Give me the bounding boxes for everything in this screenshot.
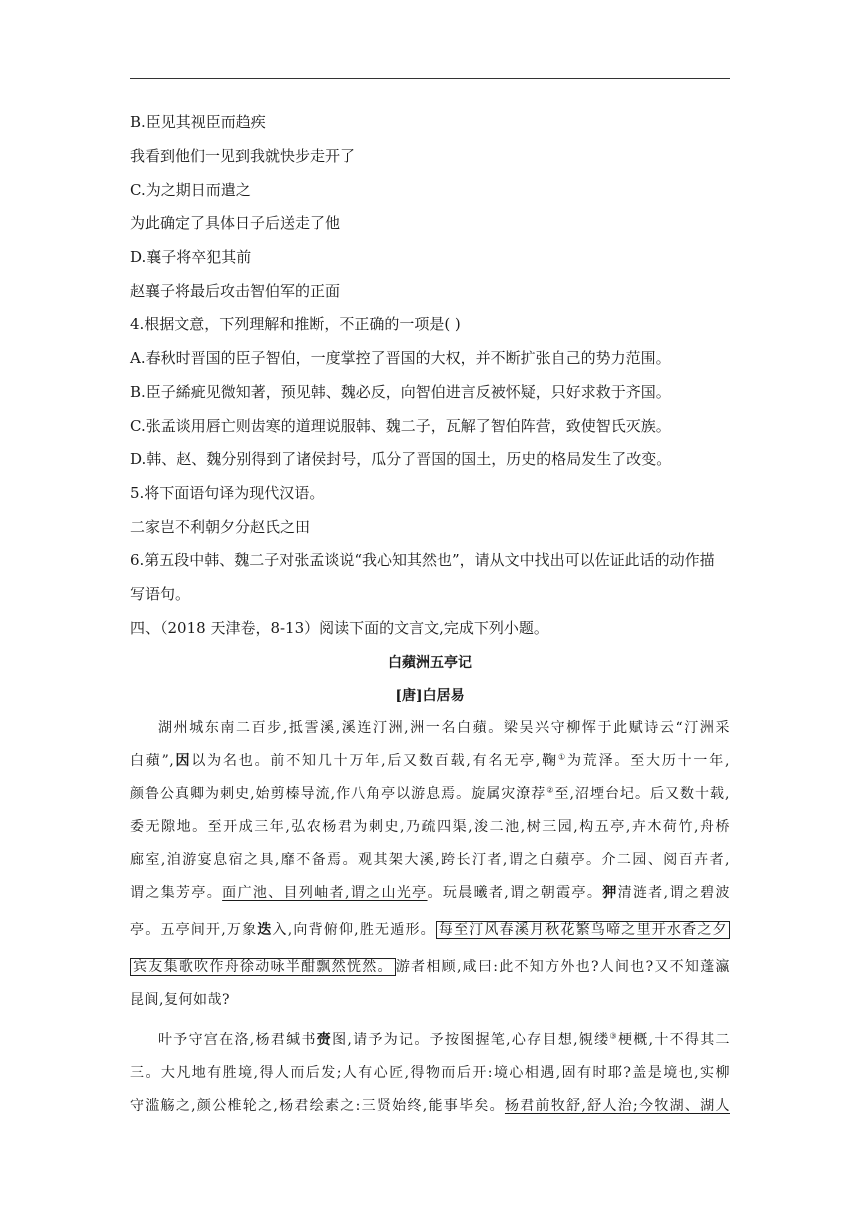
boxed-sentence-part-2: 宾友集歌吹作舟徐动咏半酣飘然恍然。	[130, 958, 396, 976]
essay-p1-line-3: 颜鲁公真卿为刺史,始剪榛导流,作八角亭以游息焉。旋属灾潦荐②至,沼堙台圮。后又数十载,	[130, 785, 731, 802]
essay-p1-line-2: 白蘋”,因以为名也。前不知几十万年,后又数百载,有名无亭,鞠①为荒泽。至大历十一年,	[130, 752, 731, 769]
question-4-option-d: D.韩、赵、魏分别得到了诸侯封号，瓜分了晋国的国土，历史的格局发生了改变。	[130, 450, 672, 468]
essay-p1-line-8: 宾友集歌吹作舟徐动咏半酣飘然恍然。 游者相顾,咸曰:此不知方外也?人间也?又不知蓬瀛	[130, 957, 730, 977]
essay-p2-line-3: 守滥觞之,颜公椎轮之,杨君绘素之:三贤始终,能事毕矣。杨君前牧舒,舒人治;今牧湖、湖人	[130, 1098, 730, 1114]
option-c-label: C.为之期日而遣之	[130, 181, 251, 199]
essay-p1-line-4: 委无隙地。至开成三年,弘农杨君为刺史,乃疏四渠,浚二池,树三园,构五亭,卉木荷竹,舟桥	[130, 819, 730, 835]
underlined-sentence-2: 杨君前牧舒,舒人治;今牧湖、湖人	[504, 1098, 730, 1114]
question-4-option-b: B.臣子絺疵见微知著，预见韩、魏必反，向智伯进言反被怀疑，只好求救于齐国。	[130, 383, 671, 401]
essay-p2-line-2: 三。大凡地有胜境,得人而后发;人有心匠,得物而后开:境心相遇,固有时耶?盖是境也,实柳	[130, 1065, 730, 1081]
option-c-translation: 为此确定了具体日子后送走了他	[130, 214, 341, 232]
question-6-line-2: 写语句。	[130, 585, 191, 603]
essay-p1-line-9: 昆阆,复何如哉?	[130, 992, 230, 1008]
essay-p1-line-5: 廊室,洎游宴息宿之具,靡不备焉。观其架大溪,跨长汀者,谓之白蘋亭。介二园、阅百卉者,	[130, 852, 730, 868]
essay-p1-line-7: 亭。五亭间开,万象迭入,向背俯仰,胜无遁形。 每至汀风春溪月秋花繁鸟啼之里开水香之夕	[130, 920, 730, 940]
question-4-option-a: A.春秋时晋国的臣子智伯，一度掌控了晋国的大权，并不断扩张自己的势力范围。	[130, 349, 671, 367]
option-b-translation: 我看到他们一见到我就快步走开了	[130, 147, 356, 165]
option-b-label: B.臣见其视臣而趋疾	[130, 113, 266, 131]
question-5-sentence: 二家岂不利朝夕分赵氏之田	[130, 518, 311, 536]
question-4-stem: 4.根据文意，下列理解和推断，不正确的一项是( )	[130, 315, 461, 333]
essay-title: 白蘋洲五亭记	[388, 655, 472, 671]
question-6-line-1: 6.第五段中韩、魏二子对张孟谈说“我心知其然也”，请从文中找出可以佐证此话的动作描	[130, 551, 715, 569]
option-d-translation: 赵襄子将最后攻击智伯军的正面	[130, 282, 341, 300]
header-rule	[130, 78, 730, 79]
option-d-label: D.襄子将卒犯其前	[130, 248, 252, 266]
boxed-sentence-part-1: 每至汀风春溪月秋花繁鸟啼之里开水香之夕	[436, 921, 730, 939]
essay-p2-line-1: 叶予守宫在洛,杨君缄书赍图,请予为记。予按图握笔,心存目想,覙缕③梗概,十不得其二	[158, 1031, 731, 1048]
essay-author: [唐]白居易	[395, 688, 465, 704]
question-5-stem: 5.将下面语句译为现代汉语。	[130, 484, 325, 502]
essay-p1-line-6: 谓之集芳亭。面广池、目列岫者,谓之山光亭。玩晨曦者,谓之朝霞亭。狎清涟者,谓之碧波	[130, 885, 731, 901]
essay-p1-line-1: 湖州城东南二百步,抵霅溪,溪连汀洲,洲一名白蘋。梁吴兴守柳恽于此赋诗云“汀洲采	[158, 720, 730, 736]
underlined-sentence: 面广池、目列岫者,谓之山光亭	[222, 885, 428, 901]
section-4-heading: 四、（2018 天津卷，8-13）阅读下面的文言文,完成下列小题。	[130, 619, 549, 637]
question-4-option-c: C.张孟谈用唇亡则齿寒的道理说服韩、魏二子，瓦解了智伯阵营，致使智氏灭族。	[130, 417, 671, 435]
